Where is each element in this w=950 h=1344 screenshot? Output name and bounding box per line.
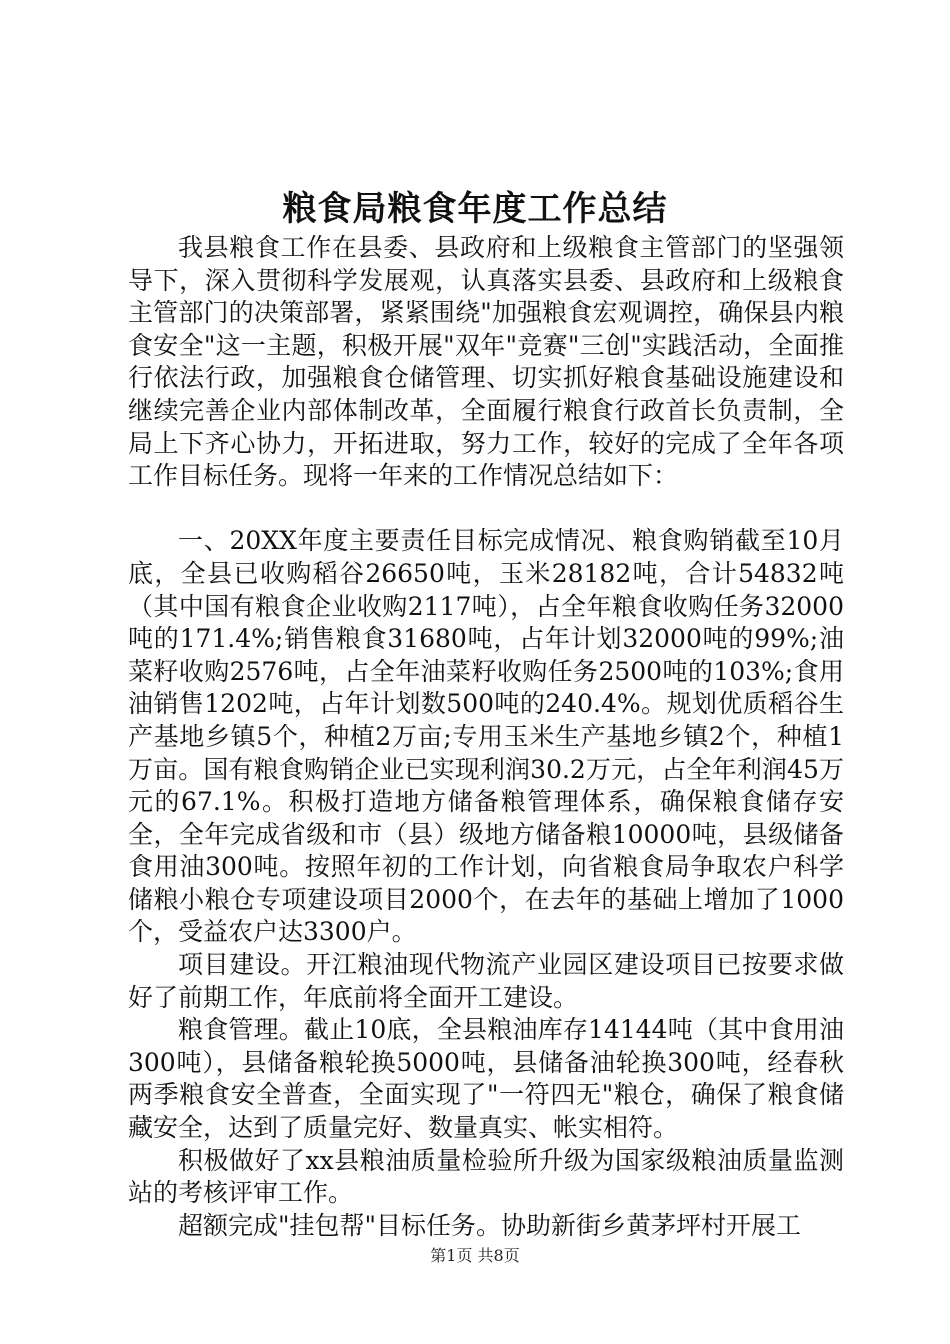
page-number-footer: 第1页 共8页 [430, 1246, 520, 1265]
paragraph-targets: 一、20XX年度主要责任目标完成情况、粮食购销截至10月底，全县已收购稻谷26650吨，玉米28182吨，合计54832吨（其中国有粮食企业收购2117吨），占全年粮食收购任务32000吨的171.4%;销售粮食31680吨，占年计划32000吨的99%;油菜籽收购2576吨，占全年油菜籽收购任务2500吨的103%;食用油销售1202吨，占年计划数500吨的240.4%。规划优质稻谷生产基地乡镇5个，种植2万亩;专用玉米生产基地乡镇2个，种植1万亩。国有粮食购销企业已实现利润30.2万元，占全年利润45万元的67.1%。积极打造地方储备粮管理体系，确保粮食储存安全，全年完成省级和市（县）级地方储备粮10000吨，县级储备食用油300吨。按照年初的工作计划，向省粮食局争取农户科学储粮小粮仓专项建设项目2000个，在去年的基础上增加了1000个，受益农户达3300户。 [128, 526, 844, 947]
paragraph-quality: 积极做好了xx县粮油质量检验所升级为国家级粮油质量监测站的考核评审工作。 [128, 1145, 844, 1208]
paragraph-intro: 我县粮食工作在县委、县政府和上级粮食主管部门的坚强领导下，深入贯彻科学发展观，认真落实县委、县政府和上级粮食主管部门的决策部署，紧紧围绕"加强粮食宏观调控，确保县内粮食安全"这一主题，积极开展"双年"竞赛"三创"实践活动，全面推行依法行政，加强粮食仓储管理、切实抓好粮食基础设施建设和继续完善企业内部体制改革，全面履行粮食行政首长负责制，全局上下齐心协力，开拓进取，努力工作，较好的完成了全年各项工作目标任务。现将一年来的工作情况总结如下： [128, 233, 844, 491]
document-title: 粮食局粮食年度工作总结 [282, 189, 668, 229]
paragraph-management: 粮食管理。截止10底，全县粮油库存14144吨（其中食用油300吨），县储备粮轮换5000吨，县储备油轮换300吨，经春秋两季粮食安全普查，全面实现了"一符四无"粮仓，确保了粮食储藏安全，达到了质量完好、数量真实、帐实相符。 [128, 1015, 844, 1143]
paragraph-project: 项目建设。开江粮油现代物流产业园区建设项目已按要求做好了前期工作，年底前将全面开工建设。 [128, 950, 844, 1012]
paragraph-assistance: 超额完成"挂包帮"目标任务。协助新街乡黄茅坪村开展工 [178, 1210, 802, 1240]
document-body [128, 232, 844, 1242]
